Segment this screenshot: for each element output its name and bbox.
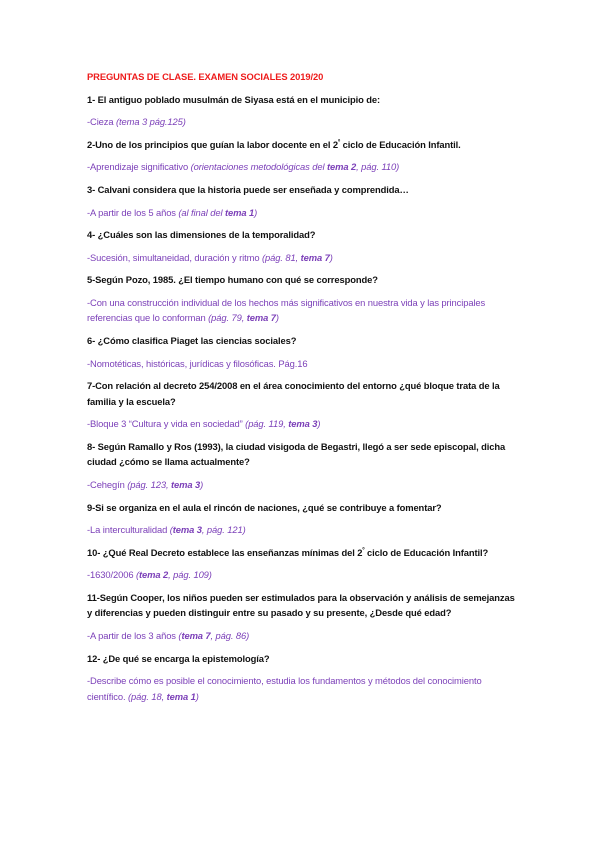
text-segment: -Cieza — [87, 116, 116, 128]
answer-7 — [87, 416, 517, 432]
reference-segment: ) — [275, 312, 279, 324]
text-segment: 4- ¿Cuáles son las dimensiones de la temporalidad? — [87, 229, 316, 241]
text-segment: 2-Uno de los principios que guían la labor docente en el 2 — [87, 138, 339, 150]
reference-segment: , pág. 86) — [210, 630, 250, 642]
reference-segment: ) — [254, 206, 258, 218]
text-segment: -Con una construcción individual de los hechos más significativos en nuestra vida y las principales referencias que lo conforman — [87, 296, 486, 324]
reference-segment: (orientaciones metodológicas del — [190, 161, 327, 173]
text-segment: -A partir de los 5 años — [87, 206, 179, 218]
question-6 — [87, 333, 517, 349]
answer-5 — [87, 295, 517, 326]
text-segment: ciclo de Educación Infantil. — [340, 138, 461, 150]
document-title: PREGUNTAS DE CLASE. EXAMEN SOCIALES 2019/20 — [87, 71, 324, 82]
reference-segment: (pág. 123, — [127, 479, 172, 490]
text-segment: 10- ¿Qué Real Decreto establece las enseñanzas mínimas del 2 — [87, 546, 363, 558]
text-segment: -1630/2006 — [87, 569, 136, 581]
answer-10 — [87, 567, 517, 583]
answer-6 — [87, 356, 517, 372]
text-segment: ciclo de Educación Infantil? — [364, 546, 489, 558]
text-segment: 11-Según Cooper, los niños pueden ser estimulados para la observación y análisis de semejanzas y diferencias y pueden distinguir entre su pasado y su presente, ¿Desde qué edad? — [87, 591, 515, 619]
reference-segment: (pág. 79, — [208, 312, 247, 324]
text-segment: -Sucesión, simultaneidad, duración y ritmo — [87, 251, 262, 263]
document-page — [87, 69, 517, 711]
reference-segment: tema 3 — [172, 524, 202, 536]
question-3 — [87, 182, 517, 198]
reference-segment: tema 3 — [171, 479, 201, 490]
answer-8 — [87, 477, 517, 493]
reference-segment: tema 2 — [138, 569, 169, 581]
reference-segment: º — [362, 547, 365, 554]
text-segment: 6- ¿Cómo clasifica Piaget las ciencias sociales? — [87, 335, 297, 347]
text-segment: -A partir de los 3 años — [87, 630, 179, 642]
text-segment: -Bloque 3 “Cultura y vida en sociedad” — [87, 418, 246, 430]
reference-segment: ) — [329, 251, 333, 263]
text-segment: 12- ¿De qué se encarga la epistemología? — [87, 652, 270, 664]
reference-segment: (al final del — [178, 206, 225, 218]
answer-11 — [87, 628, 517, 644]
reference-segment: , pág. 121) — [201, 524, 246, 536]
reference-segment: (tema 3 pág.125) — [116, 116, 186, 128]
reference-segment: tema 1 — [166, 690, 196, 702]
reference-segment: tema 3 — [288, 418, 318, 430]
text-segment: 3- Calvani considera que la historia puede ser enseñada y comprendida… — [87, 183, 409, 195]
answer-9 — [87, 522, 517, 538]
reference-segment: º — [338, 139, 341, 146]
reference-segment: tema 7 — [246, 312, 276, 324]
reference-segment: tema 7 — [181, 630, 211, 642]
text-segment: -Nomotéticas, históricas, jurídicas y filosóficas. Pág.16 — [87, 357, 308, 369]
reference-segment: ( — [178, 630, 182, 642]
question-12 — [87, 651, 517, 667]
text-segment: 8- Según Ramallo y Ros (1993), la ciudad visigoda de Begastri, llegó a ser sede episcopal, dicha ciudad ¿cómo se llama actualmente? — [87, 440, 506, 468]
text-segment: 9-Si se organiza en el aula el rincón de naciones, ¿qué se contribuye a fomentar? — [87, 501, 442, 513]
question-11 — [87, 590, 517, 621]
question-1 — [87, 92, 517, 108]
reference-segment: , pág. 110) — [356, 161, 400, 173]
answer-2 — [87, 159, 517, 175]
text-segment: -La interculturalidad — [87, 524, 170, 536]
question-4 — [87, 227, 517, 243]
text-segment: 1- El antiguo poblado musulmán de Siyasa está en el municipio de: — [87, 93, 381, 105]
text-segment: 7-Con relación al decreto 254/2008 en el área conocimiento del entorno ¿qué bloque trata de la familia y la escuela? — [87, 380, 500, 407]
text-segment: 5-Según Pozo, 1985. ¿El tiempo humano con qué se corresponde? — [87, 274, 378, 286]
question-9 — [87, 500, 517, 516]
question-list — [87, 92, 517, 705]
reference-segment: tema 2 — [326, 161, 357, 173]
question-5 — [87, 272, 517, 288]
reference-segment: (pág. 18, — [128, 690, 167, 702]
reference-segment: tema 7 — [300, 251, 330, 263]
reference-segment: ( — [135, 569, 139, 581]
answer-4 — [87, 250, 517, 266]
reference-segment: ) — [195, 690, 199, 702]
answer-3 — [87, 205, 517, 221]
text-segment: -Aprendizaje significativo — [87, 161, 191, 173]
answer-1 — [87, 114, 517, 130]
reference-segment: ) — [317, 418, 321, 430]
answer-12 — [87, 673, 517, 704]
reference-segment: ( — [169, 524, 173, 536]
question-7 — [87, 378, 517, 409]
reference-segment: (pág. 81, — [261, 251, 301, 263]
reference-segment: (pág. 119, — [245, 418, 289, 430]
question-2 — [87, 137, 517, 153]
text-segment: -Describe cómo es posible el conocimiento, estudia los fundamentos y métodos del conocimiento científico. — [87, 675, 482, 702]
text-segment: -Cehegín — [87, 479, 128, 490]
reference-segment: tema 1 — [224, 206, 255, 218]
question-10 — [87, 545, 517, 561]
reference-segment: , pág. 109) — [168, 569, 212, 581]
question-8 — [87, 439, 517, 470]
reference-segment: ) — [200, 479, 204, 490]
